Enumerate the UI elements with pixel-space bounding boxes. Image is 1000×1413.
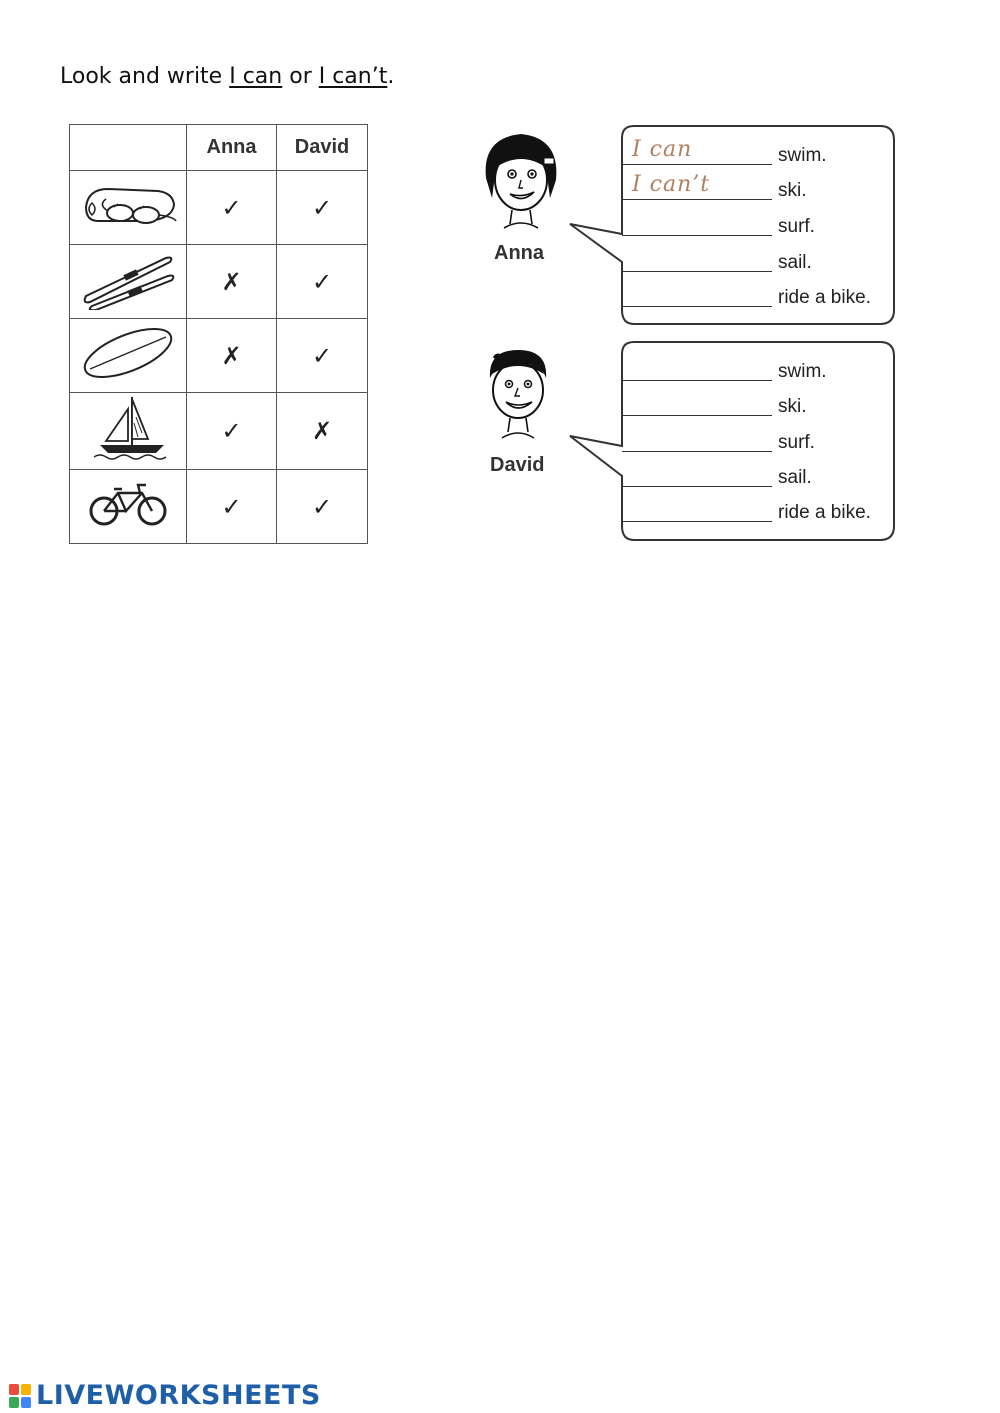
- table-row: [70, 319, 368, 393]
- anna-sail-word: sail.: [778, 252, 812, 273]
- anna-name-label: Anna: [494, 242, 544, 264]
- david-swim-word: swim.: [778, 361, 827, 382]
- table-row: [70, 470, 368, 544]
- liveworksheets-logo: [8, 1380, 321, 1411]
- anna-line-surf: [622, 216, 902, 238]
- david-sail-blank[interactable]: [622, 460, 772, 487]
- surfboard-icon: [70, 319, 187, 393]
- instruction-text-end: .: [387, 64, 395, 89]
- anna-sail-mark: ✓: [187, 393, 277, 470]
- liveworksheets-logo-text: LIVEWORKSHEETS: [36, 1380, 321, 1411]
- header-empty: [70, 125, 187, 171]
- anna-bike-blank[interactable]: [622, 280, 772, 307]
- instruction: [60, 64, 394, 89]
- david-surf-blank[interactable]: [622, 425, 772, 452]
- swimming-goggles-icon: [70, 171, 187, 245]
- david-face-icon: [478, 344, 558, 448]
- table-row: [70, 171, 368, 245]
- anna-ski-mark: ✗: [187, 245, 277, 319]
- anna-line-ski: [622, 172, 902, 202]
- anna-surf-blank[interactable]: [622, 209, 772, 236]
- david-sail-word: sail.: [778, 467, 812, 488]
- david-bike-blank[interactable]: [622, 495, 772, 522]
- anna-line-swim: [622, 137, 902, 167]
- ability-table: [69, 124, 368, 544]
- anna-sail-blank[interactable]: [622, 245, 772, 272]
- sailboat-icon: [70, 393, 187, 470]
- anna-swim-blank[interactable]: I can: [622, 138, 772, 165]
- david-ski-mark: ✓: [277, 245, 368, 319]
- anna-line-bike: [622, 287, 902, 309]
- anna-line-sail: [622, 252, 902, 274]
- instruction-text-start: Look and write: [60, 64, 230, 89]
- anna-surf-word: surf.: [778, 216, 815, 237]
- header-david: David: [277, 125, 368, 171]
- david-line-bike: [622, 502, 902, 524]
- david-ski-word: ski.: [778, 396, 807, 417]
- anna-swim-mark: ✓: [187, 171, 277, 245]
- david-line-ski: [622, 396, 902, 418]
- david-ski-blank[interactable]: [622, 389, 772, 416]
- table-row: [70, 245, 368, 319]
- table-row: [70, 393, 368, 470]
- david-line-sail: [622, 467, 902, 489]
- david-line-surf: [622, 432, 902, 454]
- anna-surf-mark: ✗: [187, 319, 277, 393]
- david-sail-mark: ✗: [277, 393, 368, 470]
- bicycle-icon: [70, 470, 187, 544]
- header-anna: Anna: [187, 125, 277, 171]
- david-surf-word: surf.: [778, 432, 815, 453]
- david-bike-mark: ✓: [277, 470, 368, 544]
- option-i-cant: I can’t: [318, 64, 388, 89]
- liveworksheets-logo-icon: [8, 1383, 32, 1409]
- david-name-label: David: [490, 454, 545, 476]
- david-swim-mark: ✓: [277, 171, 368, 245]
- david-surf-mark: ✓: [277, 319, 368, 393]
- anna-face-icon: [476, 128, 566, 243]
- anna-bike-mark: ✓: [187, 470, 277, 544]
- option-i-can: I can: [229, 64, 283, 89]
- anna-swim-word: swim.: [778, 145, 827, 166]
- david-swim-blank[interactable]: [622, 354, 772, 381]
- david-bike-word: ride a bike.: [778, 502, 871, 523]
- anna-ski-word: ski.: [778, 180, 807, 201]
- anna-bike-word: ride a bike.: [778, 287, 871, 308]
- david-line-swim: [622, 361, 902, 383]
- table-header-row: [70, 125, 368, 171]
- anna-ski-blank[interactable]: I can’t: [622, 173, 772, 200]
- instruction-text-middle: or: [282, 64, 319, 89]
- skis-icon: [70, 245, 187, 319]
